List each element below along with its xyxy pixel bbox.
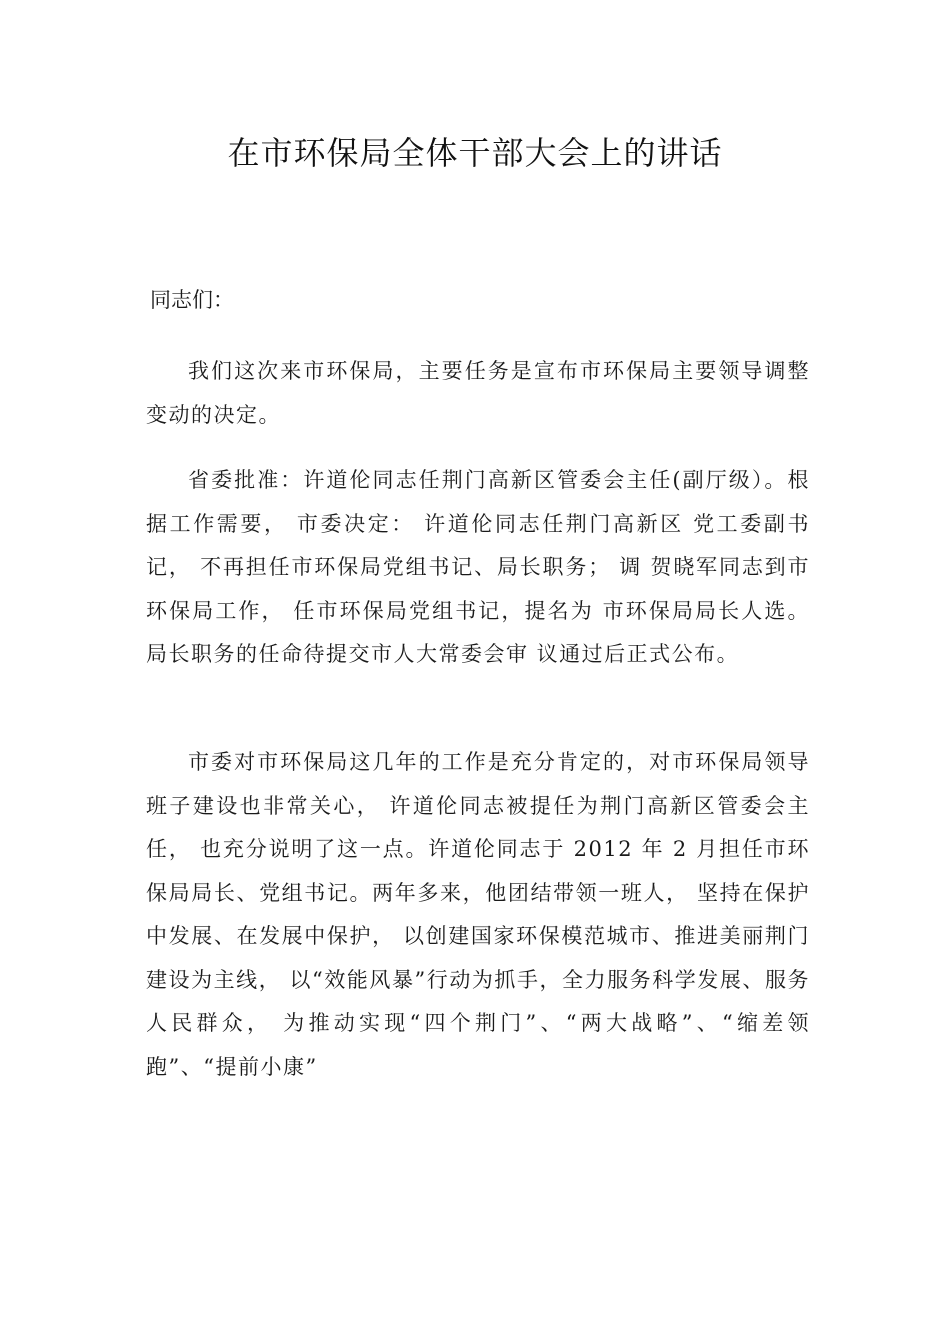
salutation: 同志们： <box>150 288 234 312</box>
document-title: 在市环保局全体干部大会上的讲话 <box>227 134 723 172</box>
paragraph: 市委对市环保局这几年的工作是充分肯定的，对市环保局领导班子建设也非常关心， 许道伦同志被提任为荆门高新区管委会主任， 也充分说明了这一点。许道伦同志于 2012 年 2 月担任市环保局局长、党组书记。两年多来，他团结带领一班人， 坚持在保护中发展、在发展中保护， 以创建国家环保模范城市、推进美丽荆门建设为主线， 以“效能风暴”行动为抓手，全力服务科学发展、服务人民群众， 为推动实现“四个荆门”、“两大战略”、“缩差领跑”、“提前小康” <box>146 750 810 1079</box>
paragraph: 省委批准：许道伦同志任荆门高新区管委会主任(副厅级）。根据工作需要， 市委决定： 许道伦同志任荆门高新区 党工委副书记， 不再担任市环保局党组书记、局长职务； 调 贺晓军同志到市环保局工作， 任市环保局党组书记，提名为 市环保局局长人选。局长职务的任命待提交市人大常委会审 议通过后正式公布。 <box>146 468 810 666</box>
paragraph: 我们这次来市环保局，主要任务是宣布市环保局主要领导调整变动的决定。 <box>146 359 810 427</box>
